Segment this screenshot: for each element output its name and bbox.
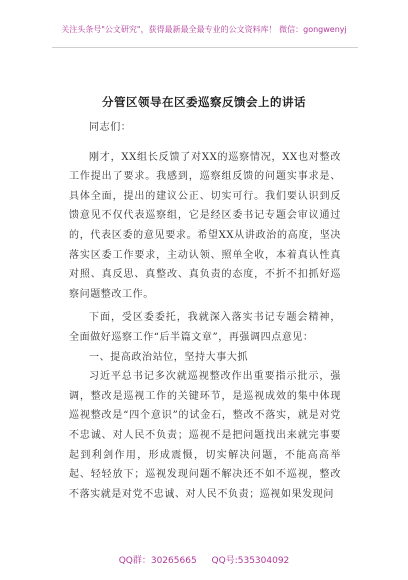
document-title: 分管区领导在区委巡察反馈会上的讲话 <box>102 95 306 109</box>
contact-footer <box>0 553 408 566</box>
salutation: 同志们： <box>89 122 132 133</box>
header-divider <box>52 47 358 48</box>
document-body <box>69 118 341 504</box>
promo-header <box>0 0 408 62</box>
paragraph-section-1: 习近平总书记多次就巡视整改作出重要指示批示，强调，整改是巡视工作的关键环节，是巡视成效的集中体现巡视整改是“四个意识”的试金石，整改不落实，就是对党不忠诚、对人民不负责；巡视不是把问题找出来就完事要起到利剑作用，形成震慑，切实解决问题，不能高高举起、轻轻放下；巡视发现问题不解决还不如不巡视，整改不落实就是对党不忠诚、对人民不负责；巡视如果发现问 <box>69 371 341 500</box>
paragraph-opening: 刚才，XX组长反馈了对XX的巡察情况，XX也对整改工作提出了要求。我感到，巡察组反馈的问题实事求是、具体全面，提出的建议公正、切实可行。我们要认识到反馈意见不仅代表巡察组，它是经区委书记专题会审议通过的，代表区委的意见要求。希望XX从讲政治的高度，坚决落实区委工作要求，主动认领、照单全收，本着真认性真对照、真反思、真整改、真负责的态度，不折不扣抓好巡察问题整改工作。 <box>69 151 341 300</box>
qq-group-text: QQ群：30265665 <box>118 556 197 566</box>
promo-banner-text: 关注头条号"公文研究"，获得最新最全最专业的公文资料库！ 微信：gongwenyj <box>61 25 347 34</box>
paragraph-intro-points: 下面，受区委委托，我就深入落实书记专题会精神，全面做好巡察工作“后半篇文章”，再强调四点意见： <box>69 312 341 343</box>
section-heading-1: 一、提高政治站位，坚持大事大抓 <box>89 351 248 363</box>
qq-number-text: QQ号:535304092 <box>211 556 290 566</box>
